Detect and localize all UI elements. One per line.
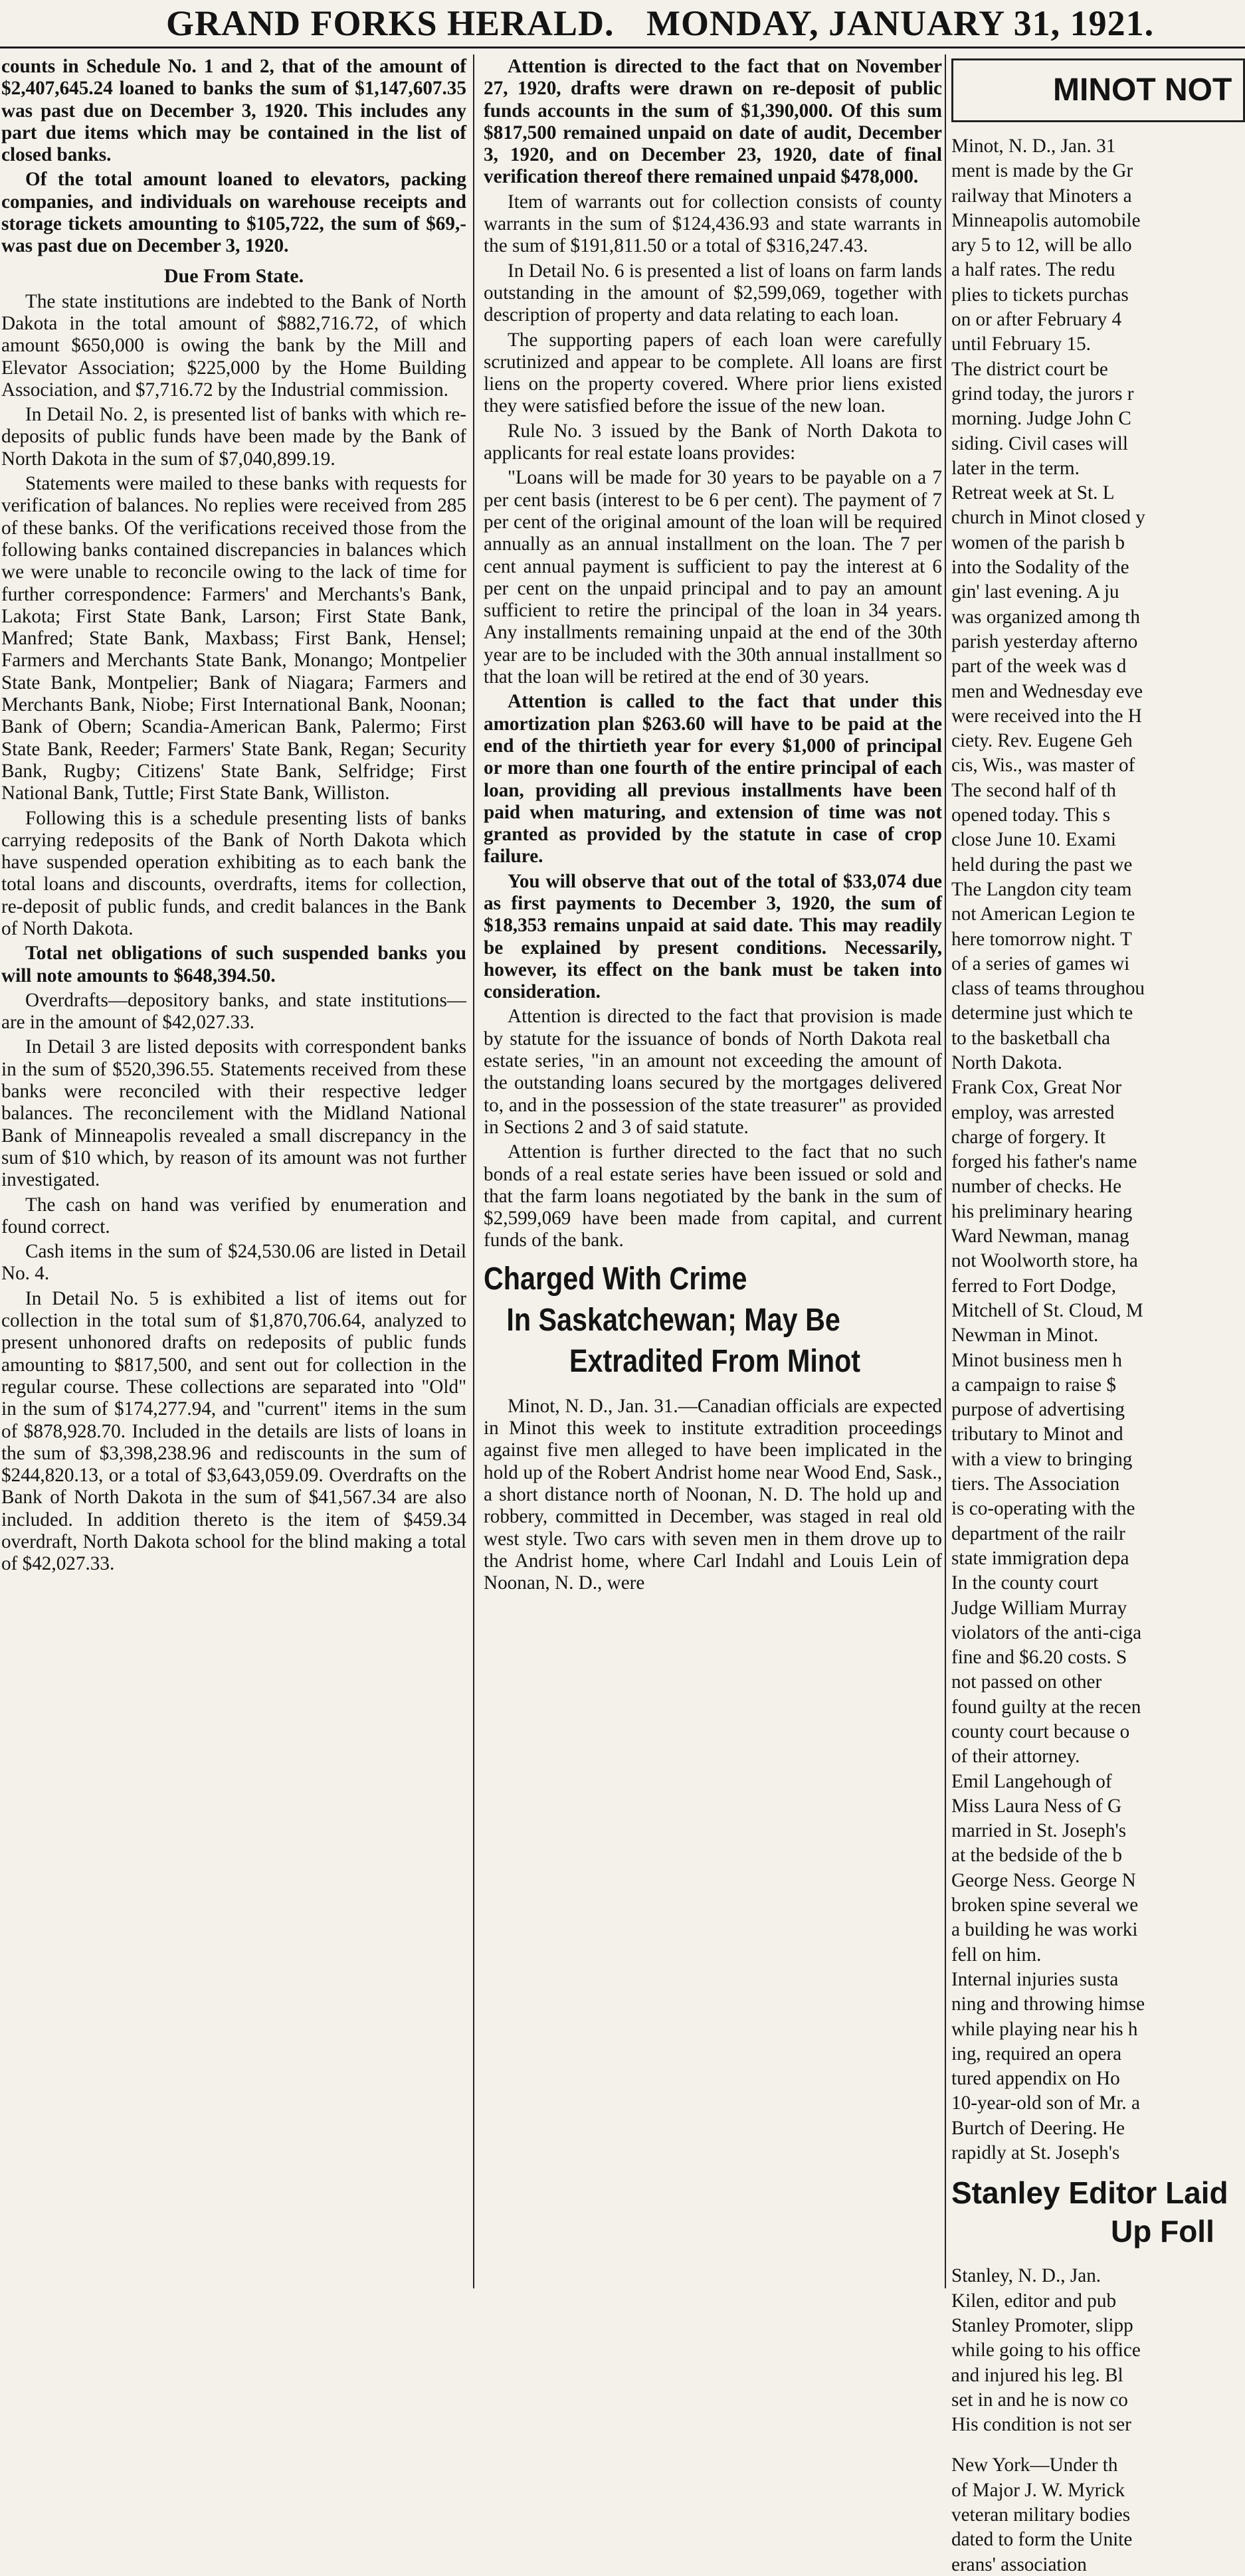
headline-line: Up Foll [1111, 2214, 1214, 2249]
text-line: New York—Under th [951, 2454, 1118, 2476]
text-line: state immigration depa [951, 1547, 1129, 1569]
paragraph: Statements were mailed to these banks with requests for verification of balances. No replies were received from 285 of these banks. Of the verifications received those from the following banks contained discrepancies in balances which we were unable to reconcile owing to the lack of time for further correspondence: Farmers' and Merchants's Bank, Lakota; First State Bank, Larson; First State Bank, Manfred; State Bank, Maxbass; First Bank, Hensel; Farmers and Merchants State Bank, Monango; Montpelier State Bank, Montpelier; Bank of Niagara; Farmers and Merchants Bank, Niobe; First International Bank, Noonan; Bank of Obern; Scandia-American Bank, Palermo; First State Bank, Reeder; Farmers' State Bank, Regan; Security Bank, Rugby; Citizens' State Bank, Selfridge; First National Bank, Tuttle; First State Bank, Williston. [1, 473, 466, 804]
headline-line: In Saskatchewan; May Be [506, 1302, 840, 1338]
text-line: while playing near his h [951, 2018, 1138, 2040]
text-line: on or after February 4 [951, 309, 1122, 331]
text-line: department of the railr [951, 1522, 1125, 1544]
text-line: forged his father's name [951, 1151, 1137, 1173]
paragraph: counts in Schedule No. 1 and 2, that of the amount of $2,407,645.24 loaned to banks the sum of $1,147,607.35 was past due on December 3, 1920. This includes any part due items which may be contained in the list of closed banks. [1, 56, 466, 166]
text-line: broken spine several we [951, 1894, 1139, 1916]
text-line: at the bedside of the b [951, 1845, 1122, 1867]
text-line: Kilen, editor and pub [951, 2290, 1117, 2312]
text-line: Judge William Murray [951, 1597, 1127, 1619]
text-line: Emil Langehough of [951, 1770, 1112, 1792]
text-line: while going to his office [951, 2340, 1141, 2361]
text-line: married in St. Joseph's [951, 1820, 1127, 1842]
text-line: was organized among th [951, 606, 1140, 628]
text-line: county court because o [951, 1721, 1130, 1742]
headline-line: Stanley Editor Laid [951, 2175, 1228, 2211]
text-line: The Langdon city team [951, 878, 1132, 900]
text-line: Stanley Promoter, slipp [951, 2314, 1133, 2336]
paragraph: Minot, N. D., Jan. 31.—Canadian officials are expected in Minot this week to institute extradition proceedings against five men alleged to have been implicated in the hold up of the Robert Andrist home near Wood End, Sask., a short distance north of Noonan, N. D. The hold up and robbery, committed in December, was staged in real old west style. Two cars with seven men in them drove up to the Andrist home, where Carl Indahl and Louis Lein of Noonan, N. D., were [484, 1395, 942, 1594]
text-line: ning and throwing himse [951, 1993, 1145, 2015]
text-line: close June 10. Exami [951, 829, 1117, 851]
text-line: Minot business men h [951, 1349, 1123, 1371]
column-rule [945, 54, 946, 2288]
text-line: here tomorrow night. T [951, 928, 1132, 950]
paragraph: Overdrafts—depository banks, and state institutions—are in the amount of $42,027.33. [1, 989, 466, 1034]
text-line: Ward Newman, manag [951, 1226, 1129, 1247]
paragraph: Total net obligations of such suspended banks you will note amounts to $648,394.50. [1, 943, 466, 986]
text-line: of a series of games wi [951, 953, 1130, 974]
paragraph: The cash on hand was verified by enumeration and found correct. [1, 1194, 466, 1238]
column-3 [951, 56, 1245, 2575]
headline-line: Extradited From Minot [569, 1343, 861, 1379]
paragraph: Item of warrants out for collection consists of county warrants in the sum of $124,436.93 and state warrants in the sum of $191,811.50 or a total of $316,247.43. [484, 191, 942, 257]
paragraph: Cash items in the sum of $24,530.06 are listed in Detail No. 4. [1, 1241, 466, 1285]
paragraph: Attention is further directed to the fact that no such bonds of a real estate series have been issued or sold and that the farm loans negotiated by the bank in the sum of $2,599,069 have been made from capital, and current funds of the bank. [484, 1141, 942, 1251]
text-line: tured appendix on Ho [951, 2068, 1120, 2090]
text-line: Newman in Minot. [951, 1325, 1099, 1346]
headline-line: Charged With Crime [484, 1261, 747, 1297]
text-line: Frank Cox, Great Nor [951, 1077, 1122, 1099]
text-line: men and Wednesday eve [951, 680, 1143, 702]
column-rule [473, 54, 474, 2288]
subheading: Due From State. [163, 264, 304, 287]
text-line: held during the past we [951, 854, 1133, 875]
article-headline [951, 2173, 1245, 2251]
text-line: later in the term. [951, 457, 1080, 479]
text-line: Minneapolis automobile [951, 209, 1141, 231]
text-line: parish yesterday afterno [951, 630, 1138, 652]
text-line: North Dakota. [951, 1052, 1062, 1073]
paragraph: The state institutions are indebted to the Bank of North Dakota in the total amount of $882,716.72, of which amount $650,000 is owing the bank by the Mill and Elevator Association; $225,000 by the Home Building Association, and $7,716.72 by the Industrial commission. [1, 290, 466, 401]
text-line: tiers. The Association [951, 1473, 1120, 1495]
text-line: women of the parish b [951, 531, 1125, 553]
paragraph: In Detail No. 6 is presented a list of loans on farm lands outstanding in the amount of $2,599,069, together with description of property and data relating to each loan. [484, 260, 942, 326]
text-line: The district court be [951, 358, 1108, 380]
text-line: fell on him. [951, 1944, 1042, 1966]
text-line: plies to tickets purchas [951, 284, 1129, 306]
text-line: tributary to Minot and [951, 1424, 1123, 1445]
paragraph: Rule No. 3 issued by the Bank of North Dakota to applicants for real estate loans provides: [484, 420, 942, 464]
text-line: a half rates. The redu [951, 259, 1115, 281]
paragraph: The supporting papers of each loan were carefully scrutinized and appear to be complete. All loans are first liens on the property covered. Where prior liens existed they were satisfied before the issue of the new loan. [484, 329, 942, 417]
text-line: into the Sodality of the [951, 557, 1129, 579]
text-line: Stanley, N. D., Jan. [951, 2265, 1101, 2287]
text-line: morning. Judge John C [951, 408, 1131, 430]
paragraph: Attention is directed to the fact that provision is made by statute for the issuance of bonds of North Dakota real estate series, "in an amount not exceeding the amount of the outstanding loans secured by the mortgages delivered to, and in the possession of the state treasurer" as provided in Sections 2 and 3 of said statute. [484, 1006, 942, 1138]
text-line: ciety. Rev. Eugene Geh [951, 730, 1133, 752]
masthead [0, 0, 1245, 48]
text-line: Minot, N. D., Jan. 31 [951, 136, 1116, 157]
text-line: church in Minot closed y [951, 507, 1145, 529]
text-line: a building he was worki [951, 1919, 1138, 1941]
text-line: Burtch of Deering. He [951, 2117, 1125, 2139]
text-line: cis, Wis., was master of [951, 755, 1135, 777]
text-line: found guilty at the recen [951, 1696, 1141, 1718]
text-line: determine just which te [951, 1002, 1133, 1024]
text-line: number of checks. He [951, 1176, 1122, 1198]
text-line [951, 2438, 1245, 2452]
section-heading-box: MINOT NOT [951, 58, 1245, 122]
article-headline [484, 1259, 941, 1382]
text-line: set in and he is now co [951, 2389, 1128, 2411]
text-line: employ, was arrested [951, 1101, 1115, 1123]
text-line: not American Legion te [951, 903, 1135, 925]
text-line: were received into the H [951, 705, 1142, 727]
text-line: grind today, the jurors r [951, 383, 1134, 405]
text-line: In the county court [951, 1572, 1099, 1594]
paragraph: Following this is a schedule presenting lists of banks carrying redeposits of the Bank of North Dakota which have suspended operation exhibiting as to each bank the total loans and discounts, overdrafts, items for collection, re-deposit of public funds, and credit balances in the Bank of North Dakota. [1, 807, 466, 939]
text-line: of Major J. W. Myrick [951, 2479, 1125, 2501]
text-line: erans' association [951, 2553, 1087, 2575]
text-line: part of the week was d [951, 656, 1127, 678]
text-line: ferred to Fort Dodge, [951, 1275, 1117, 1297]
text-line: His condition is not ser [951, 2414, 1131, 2436]
text-line: with a view to bringing [951, 1448, 1133, 1470]
text-line: opened today. This s [951, 804, 1111, 826]
text-line: gin' last evening. A ju [951, 581, 1119, 603]
paper-name: GRAND FORKS HERALD. [166, 3, 615, 43]
text-line: rapidly at St. Joseph's [951, 2142, 1120, 2164]
text-line: Miss Laura Ness of G [951, 1795, 1122, 1817]
text-line: Retreat week at St. L [951, 482, 1115, 504]
text-line: violators of the anti-ciga [951, 1621, 1142, 1643]
paragraph: Attention is called to the fact that under this amortization plan $263.60 will have to be paid at the end of the thirtieth year for every $1,000 of principal or more than one fourth of the entire principal of each loan, providing all previous installments have been paid when maturing, and extension of time was not granted as provided by the statute in case of crop failure. [484, 691, 942, 868]
text-line: fine and $6.20 costs. S [951, 1647, 1127, 1669]
text-line: railway that Minoters a [951, 185, 1132, 207]
text-line: of their attorney. [951, 1746, 1080, 1768]
issue-date: MONDAY, JANUARY 31, 1921. [646, 3, 1155, 43]
paragraph: Attention is directed to the fact that on November 27, 1920, drafts were drawn on re-deposit of public funds accounts in the sum of $1,390,000. Of this sum $817,500 remained unpaid on date of audit, December 3, 1920, and on December 23, 1920, date of final verification thereof there remained unpaid $478,000. [484, 56, 942, 188]
text-line: ment is made by the Gr [951, 160, 1133, 182]
text-line: veteran military bodies [951, 2504, 1131, 2526]
text-line: class of teams throughou [951, 978, 1145, 1000]
text-line: 10-year-old son of Mr. a [951, 2092, 1140, 2114]
paragraph: In Detail No. 5 is exhibited a list of items out for collection in the total sum of $1,870,706.64, analyzed to present unhonored drafts on redeposits of public funds amounting to $817,500, and sent out for collection in the regular course. These collections are separated into "Old" in the sum of $174,277.94, and "current" items in the sum of $878,928.70. Included in the details are lists of loans in the sum of $3,398,238.96 and rediscounts in the sum of $244,820.13, or a total of $3,643,059.09. Overdrafts on the Bank of North Dakota in the sum of $41,567.34 are also included. In addition thereto is the item of $459.34 overdraft, North Dakota school for the blind making a total of $42,027.33. [1, 1287, 466, 1575]
paragraph: "Loans will be made for 30 years to be payable on a 7 per cent basis (interest to be 6 per cent). The payment of 7 per cent of the original amount of the loan will be required annually as an annual installment on the loan. The 7 per cent annual payment is sufficient to pay the interest at 6 per cent on the unpaid principal and to pay an amount sufficient to retire the principal of the loan in 34 years. Any installments remaining unpaid at the end of the 30th year are to be included with the 30th annual installment so that the loan will be retired at the end of 30 years. [484, 467, 942, 688]
text-line: Mitchell of St. Cloud, M [951, 1299, 1143, 1321]
text-line: ing, required an opera [951, 2043, 1122, 2065]
text-line: The second half of th [951, 779, 1117, 801]
text-line: ary 5 to 12, will be allo [951, 234, 1132, 256]
text-line: his preliminary hearing [951, 1200, 1133, 1222]
paragraph: In Detail No. 2, is presented list of banks with which re-deposits of public funds have been made by the Bank of North Dakota in the sum of $7,040,899.19. [1, 404, 466, 470]
column-1 [1, 56, 466, 2288]
text-line: and injured his leg. Bl [951, 2364, 1123, 2386]
column-2 [484, 56, 942, 2288]
text-line: dated to form the Unite [951, 2529, 1133, 2551]
text-line: purpose of advertising [951, 1399, 1125, 1421]
text-line: not passed on other [951, 1671, 1102, 1693]
text-line: not Woolworth store, ha [951, 1250, 1138, 1272]
text-line: charge of forgery. It [951, 1126, 1106, 1148]
paragraph: In Detail 3 are listed deposits with correspondent banks in the sum of $520,396.55. Statements received from these banks were reconciled with their respective ledger balances. The reconcilement with the Midland National Bank of Minneapolis revealed a small discrepancy in the sum of $10 which, by reason of its amount was not further investigated. [1, 1036, 466, 1191]
text-line: Internal injuries susta [951, 1968, 1119, 1990]
text-line: to the basketball cha [951, 1027, 1111, 1049]
text-line: a campaign to raise $ [951, 1374, 1116, 1396]
text-line: until February 15. [951, 333, 1091, 355]
paragraph: Of the total amount loaned to elevators, packing companies, and individuals on warehouse receipts and storage tickets amounting to $105,722, the sum of $69,- was past due on December 3, 1920. [1, 169, 466, 257]
text-line: George Ness. George N [951, 1869, 1136, 1891]
paragraph: You will observe that out of the total of $33,074 due as first payments to December 3, 1920, the sum of $18,353 remains unpaid at said date. This may readily be explained by present conditions. Necessarily, however, its effect on the bank must be taken into consideration. [484, 870, 942, 1003]
text-line: is co-operating with the [951, 1498, 1135, 1520]
text-line: siding. Civil cases will [951, 432, 1128, 454]
